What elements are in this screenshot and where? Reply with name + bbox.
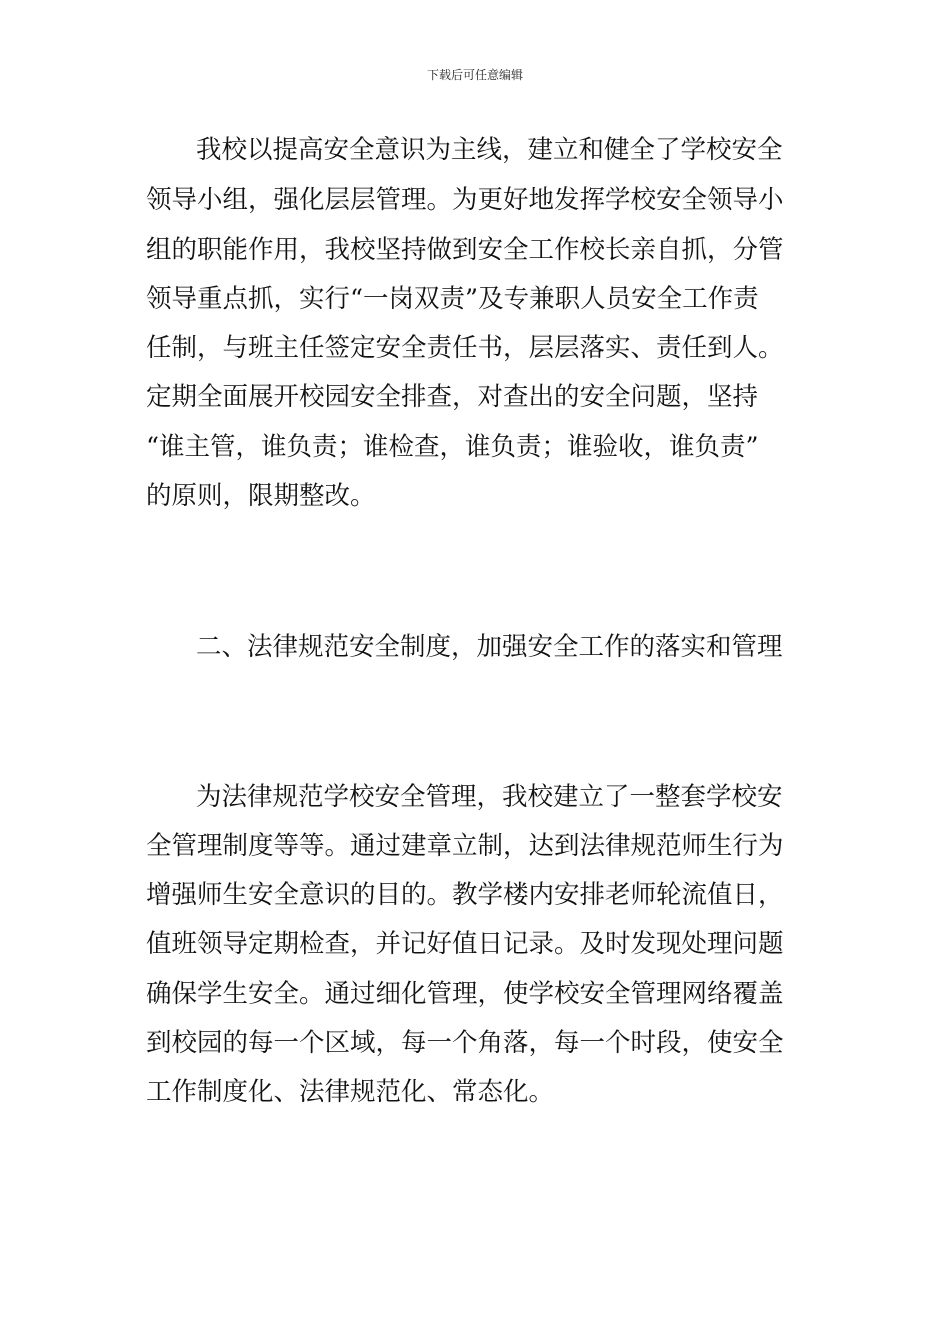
section-heading: 二、法律规范安全制度，加强安全工作的落实和管理: [196, 632, 783, 662]
paragraph-line: 的原则，限期整改。: [146, 481, 376, 511]
paragraph-line: 到校园的每一个区域，每一个角落，每一个时段，使安全: [146, 1028, 784, 1058]
paragraph-line: 组的职能作用，我校坚持做到安全工作校长亲自抓，分管: [146, 235, 784, 265]
paragraph-line: 确保学生安全。通过细化管理，使学校安全管理网络覆盖: [146, 979, 784, 1009]
paragraph-line: 我校以提高安全意识为主线，建立和健全了学校安全: [196, 135, 783, 165]
paragraph-line: “谁主管，谁负责；谁检查，谁负责；谁验收，谁负责”: [146, 432, 759, 462]
paragraph-line: 定期全面展开校园安全排查，对查出的安全问题，坚持: [146, 382, 759, 412]
paragraph-line: 值班领导定期检查，并记好值日记录。及时发现处理问题: [146, 929, 784, 959]
paragraph-line: 任制，与班主任签定安全责任书，层层落实、责任到人。: [146, 333, 784, 363]
header-note: 下载后可任意编辑: [426, 68, 523, 82]
paragraph-line: 全管理制度等等。通过建章立制，达到法律规范师生行为: [146, 831, 784, 861]
paragraph-line: 领导小组，强化层层管理。为更好地发挥学校安全领导小: [146, 185, 784, 215]
paragraph-line: 增强师生安全意识的目的。教学楼内安排老师轮流值日，: [146, 880, 784, 910]
paragraph-line: 为法律规范学校安全管理，我校建立了一整套学校安: [196, 782, 783, 812]
paragraph-line: 工作制度化、法律规范化、常态化。: [146, 1077, 555, 1107]
paragraph-line: 领导重点抓，实行“一岗双责”及专兼职人员安全工作责: [146, 284, 759, 314]
